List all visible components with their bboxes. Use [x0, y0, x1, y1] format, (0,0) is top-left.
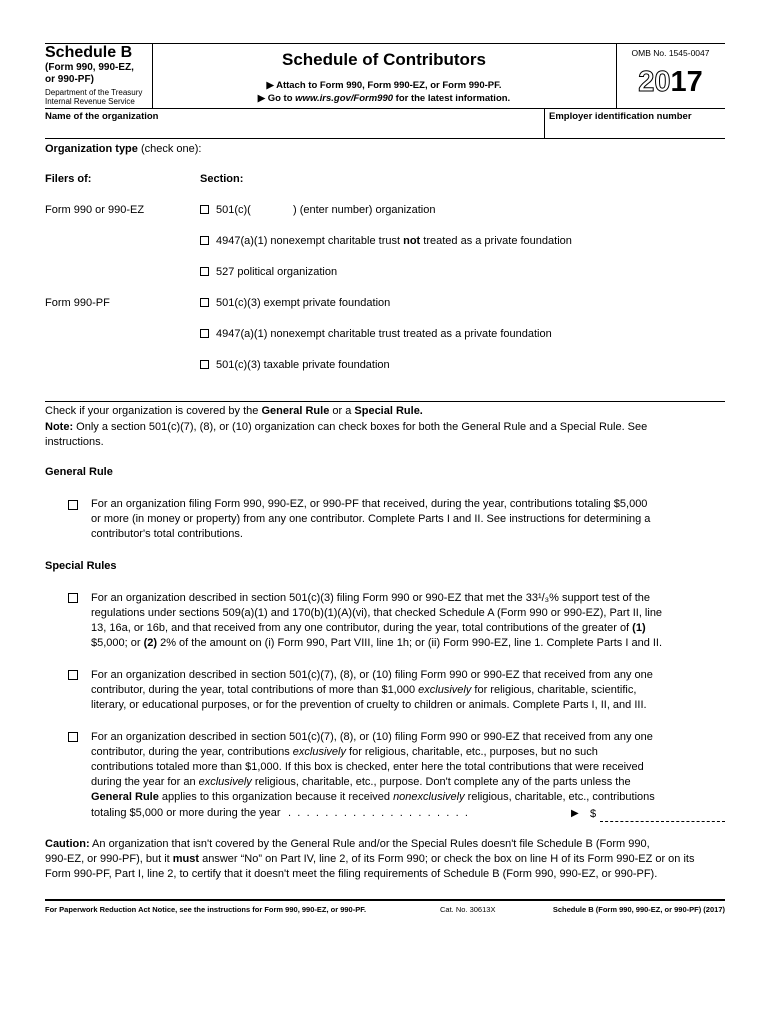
tax-year-bold: 17: [670, 66, 703, 98]
note-line-2: instructions.: [45, 436, 104, 448]
special-rule-3-exclusively-2: exclusively: [198, 776, 252, 788]
form-title: Schedule B: [45, 44, 133, 61]
special-rule-3-amount-field[interactable]: [600, 807, 725, 822]
special-rule-2-line-1: For an organization described in section 501(c)(7), (8), or (10) filing Form 990 or 990-EZ that received from any one: [91, 669, 653, 681]
main-title: Schedule of Contributors: [282, 50, 486, 69]
tax-year-outline: 20: [638, 66, 671, 98]
special-rule-3-line-2b: for religious, charitable, etc., purposes, but no such: [345, 746, 598, 758]
general-rule-heading: General Rule: [45, 466, 113, 478]
special-rule-3-leader-dots: . . . . . . . . . . . . . . . . . . . .: [288, 807, 470, 819]
check-special-rule: Special Rule.: [354, 405, 423, 417]
org-name-field[interactable]: [45, 124, 542, 137]
name-row-top-rule: [45, 108, 725, 109]
irs-link[interactable]: www.irs.gov/Form990: [295, 93, 394, 104]
special-rule-2-exclusively: exclusively: [418, 684, 472, 696]
special-rule-3-line-6: totaling $5,000 or more during the year: [91, 807, 281, 819]
caution-must: must: [172, 853, 200, 865]
special-rule-2-line-2b: for religious, charitable, scientific,: [471, 684, 637, 696]
option-4947-text-a: 4947(a)(1) nonexempt charitable trust: [216, 235, 404, 247]
form-subtitle-1: (Form 990, 990-EZ,: [45, 62, 134, 73]
special-rule-2-line-2a: contributor, during the year, total contributions of more than $1,000: [91, 684, 419, 696]
goto-suffix: for the latest information.: [393, 93, 511, 104]
special-rule-3-arrow: ▶: [571, 808, 579, 819]
special-rule-1-line-3a: 13, 16a, or 16b, and that received from any one contributor, during the year, total contributions of the greater of: [91, 622, 633, 634]
caution-text-1: An organization that isn't covered by the General Rule and/or the Special Rules doesn't file Schedule B (Form 990,: [89, 838, 650, 850]
rules-check-line: [45, 404, 423, 419]
general-rule-line-2: or more (in money or property) from any one contributor. Complete Parts I and II. See instructions for determining a: [91, 513, 651, 525]
option-527-label: 527 political organization: [216, 266, 338, 278]
option-4947-pf-label: 4947(a)(1) nonexempt charitable trust treated as a private foundation: [216, 328, 552, 340]
attach-instruction: ▶ Attach to Form 990, Form 990-EZ, or Form 990-PF.: [266, 80, 502, 91]
org-name-label: Name of the organization: [45, 111, 159, 122]
goto-prefix: ▶ Go to: [257, 93, 296, 104]
general-rule-line-3: contributor's total contributions.: [91, 528, 243, 540]
checkbox-special-rule-2[interactable]: [68, 670, 78, 680]
ein-field[interactable]: [549, 124, 724, 137]
caution-text-2a: 990-EZ, or 990-PF), but it: [45, 853, 173, 865]
note-label: Note:: [45, 421, 74, 433]
caution-line-3: Form 990-PF, Part I, line 2, to certify that it doesn't meet the filing requirements of Schedule B (Form 990, 990-EZ, or 990-PF).: [45, 868, 658, 880]
special-rule-3-dollar: $: [590, 808, 597, 820]
check-text-or: or a: [329, 405, 355, 417]
general-rule-line-1: For an organization filing Form 990, 990-EZ, or 990-PF that received, during the year, contributions totaling $5,000: [91, 498, 648, 510]
special-rules-heading: Special Rules: [45, 560, 117, 572]
special-rule-3-line-1: For an organization described in section 501(c)(7), (8), or (10) filing Form 990 or 990-EZ that received from any one: [91, 731, 653, 743]
ein-label: Employer identification number: [549, 111, 692, 122]
tax-year: [616, 66, 725, 98]
caution-text-2c: answer “No” on Part IV, line 2, of its Form 990; or check the box on line H of its Form 990-EZ or on its: [199, 853, 695, 865]
org-type-label: Organization type: [45, 143, 138, 155]
goto-instruction: [152, 93, 616, 104]
top-rule: [45, 43, 725, 44]
checkbox-4947-not-pf[interactable]: [200, 236, 209, 245]
section-number-field[interactable]: [255, 203, 291, 217]
filer-form-990: Form 990 or 990-EZ: [45, 204, 145, 216]
checkbox-general-rule[interactable]: [68, 500, 78, 510]
special-rule-3-line-5b: applies to this organization because it received: [158, 791, 394, 803]
filer-form-990pf: Form 990-PF: [45, 297, 110, 309]
checkbox-501c3-exempt-pf[interactable]: [200, 298, 209, 307]
special-rule-3-nonexclusively: nonexclusively: [393, 791, 465, 803]
check-text-a: Check if your organization is covered by the: [45, 405, 262, 417]
org-type-bottom-rule: [45, 401, 725, 402]
department-line-2: Internal Revenue Service: [45, 97, 135, 106]
note-line-1: [45, 420, 647, 435]
special-rule-1-line-1: For an organization described in section 501(c)(3) filing Form 990 or 990-EZ that met the 33¹/₃% support test of the: [91, 592, 651, 604]
special-rule-1-line-4c: 2% of the amount on (i) Form 990, Part VIII, line 1h; or (ii) Form 990-EZ, line 1. Complete Parts I and II.: [157, 637, 663, 649]
org-type-heading: [45, 142, 202, 157]
omb-number: OMB No. 1545-0047: [631, 48, 710, 58]
check-general-rule: General Rule: [261, 405, 330, 417]
special-rule-3-general-rule: General Rule: [91, 791, 159, 803]
note-text-1: Only a section 501(c)(7), (8), or (10) organization can check boxes for both the General Rule and a Special Rule. See: [73, 421, 648, 433]
checkbox-special-rule-3[interactable]: [68, 732, 78, 742]
department-line-1: Department of the Treasury: [45, 88, 143, 97]
special-rule-1-line-3: [91, 621, 646, 636]
footer-schedule-ref: Schedule B (Form 990, 990-EZ, or 990-PF) (2017): [552, 905, 725, 914]
special-rule-3-exclusively-1: exclusively: [292, 746, 346, 758]
option-501c3-exempt-pf-label: 501(c)(3) exempt private foundation: [216, 297, 391, 309]
form-subtitle-2: or 990-PF): [45, 74, 94, 85]
special-rule-3-line-3: contributions totaled more than $1,000. If this box is checked, enter here the total contributions that were received: [91, 761, 644, 773]
filers-of-header: Filers of:: [45, 173, 92, 185]
special-rule-3-line-4b: religious, charitable, etc., purpose. Don't complete any of the parts unless the: [251, 776, 631, 788]
option-501c3-taxable-pf-label: 501(c)(3) taxable private foundation: [216, 359, 390, 371]
checkbox-527[interactable]: [200, 267, 209, 276]
option-501c-label-b: ) (enter number) organization: [293, 204, 436, 216]
option-4947-text-b: treated as a private foundation: [420, 235, 572, 247]
footer-cat-number: Cat. No. 30613X: [440, 905, 496, 914]
special-rule-3-line-5c: religious, charitable, etc., contributions: [464, 791, 655, 803]
checkbox-4947-pf[interactable]: [200, 329, 209, 338]
section-header: Section:: [200, 173, 244, 185]
checkbox-special-rule-1[interactable]: [68, 593, 78, 603]
caution-line-1: [45, 837, 650, 852]
special-rule-3-line-4: [91, 775, 631, 790]
footer-rule: [45, 899, 725, 901]
special-rule-1-line-4b: (2): [143, 637, 158, 649]
special-rule-1-line-2: regulations under sections 509(a)(1) and 170(b)(1)(A)(vi), that checked Schedule A (Form 990 or 990-EZ), Part II, line: [91, 607, 663, 619]
checkbox-501c3-taxable-pf[interactable]: [200, 360, 209, 369]
caution-line-2: [45, 852, 694, 867]
checkbox-501c[interactable]: [200, 205, 209, 214]
special-rule-3-line-5: [91, 790, 655, 805]
footer-paperwork-notice: For Paperwork Reduction Act Notice, see the instructions for Form 990, 990-EZ, or 990-PF.: [45, 905, 367, 914]
special-rule-2-line-3: literary, or educational purposes, or for the prevention of cruelty to children or animals. Complete Parts I, II, and III.: [91, 699, 647, 711]
caution-label: Caution:: [45, 838, 90, 850]
special-rule-1-line-4a: $5,000; or: [91, 637, 144, 649]
special-rule-3-line-4a: during the year for an: [91, 776, 199, 788]
special-rule-1-line-4: [91, 636, 662, 651]
special-rule-1-line-3b: (1): [632, 622, 646, 634]
org-type-hint: (check one):: [137, 143, 202, 155]
option-501c-label-a: 501(c)(: [216, 204, 251, 216]
ein-divider: [544, 108, 545, 138]
special-rule-3-line-2a: contributor, during the year, contributions: [91, 746, 293, 758]
special-rule-2-line-2: [91, 683, 636, 698]
special-rule-3-line-2: [91, 745, 598, 760]
option-4947-not: not: [403, 235, 421, 247]
option-4947-not-pf-label: [216, 234, 572, 249]
name-row-bottom-rule: [45, 138, 725, 139]
